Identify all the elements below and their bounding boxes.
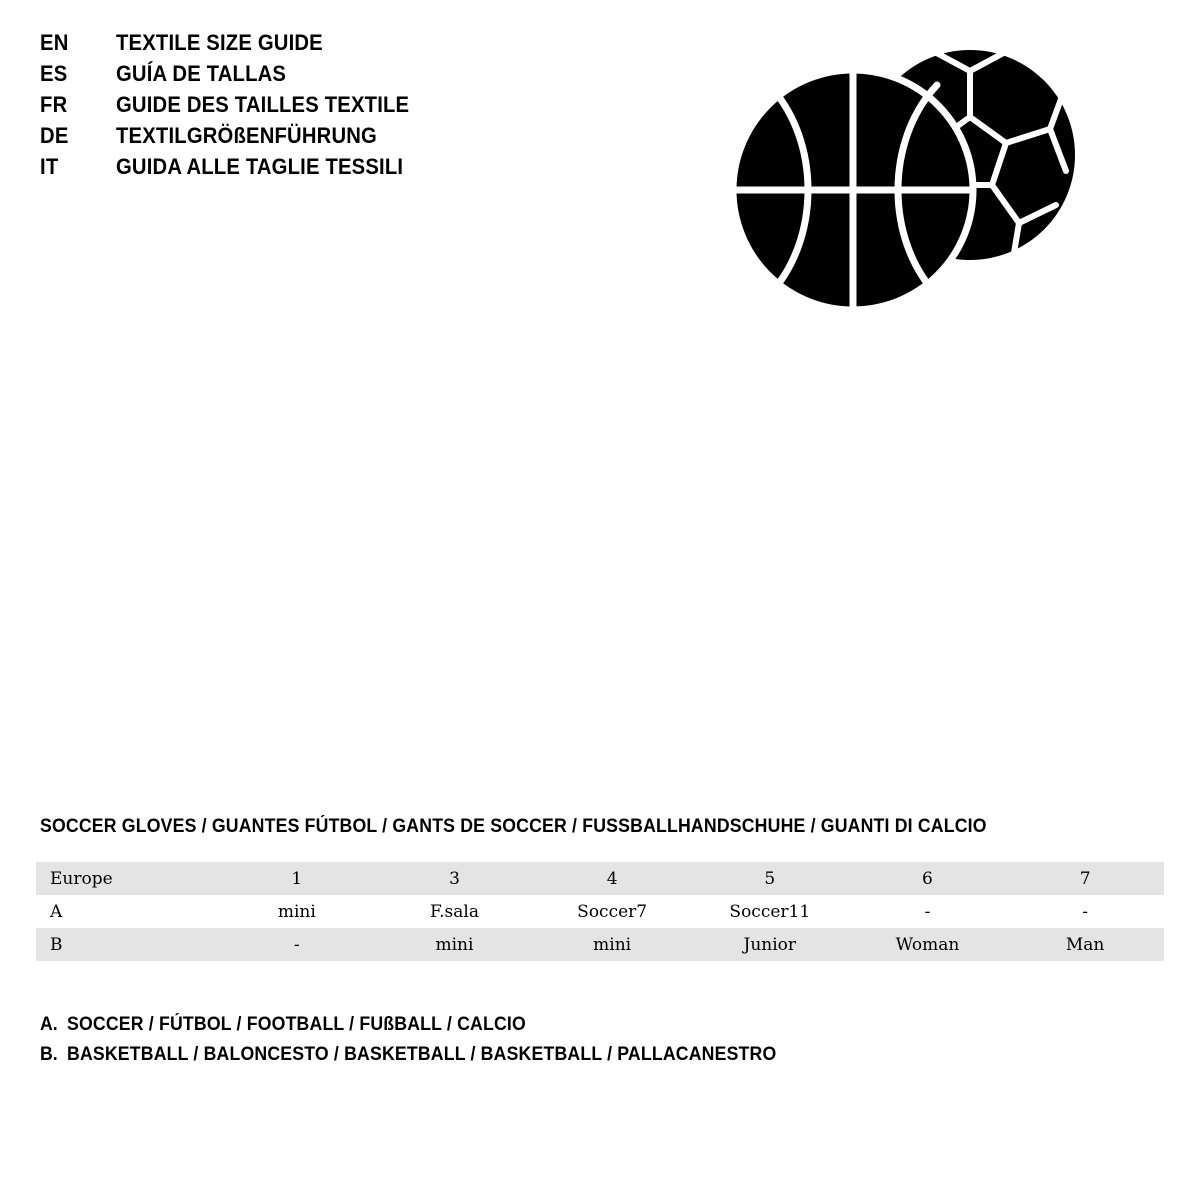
table-header-cell: 5 bbox=[691, 862, 849, 895]
language-title: GUIDA ALLE TAGLIE TESSILI bbox=[116, 154, 404, 179]
soccer-gloves-size-table bbox=[36, 862, 1164, 961]
language-legend bbox=[40, 30, 560, 185]
language-row bbox=[40, 154, 560, 185]
table-cell: Soccer7 bbox=[533, 895, 691, 928]
table-row bbox=[36, 928, 1164, 961]
table-cell: mini bbox=[218, 895, 376, 928]
table-header-cell: Europe bbox=[36, 862, 218, 895]
table-cell: mini bbox=[376, 928, 534, 961]
table-row-label: B bbox=[36, 928, 218, 961]
language-code: DE bbox=[40, 123, 69, 148]
basketball-icon bbox=[733, 70, 973, 310]
table-cell: Soccer11 bbox=[691, 895, 849, 928]
table-cell: - bbox=[1006, 895, 1164, 928]
language-row bbox=[40, 30, 560, 61]
language-row bbox=[40, 61, 560, 92]
table-header-cell: 4 bbox=[533, 862, 691, 895]
language-title: GUIDE DES TAILLES TEXTILE bbox=[116, 92, 410, 117]
language-code: ES bbox=[40, 61, 68, 86]
language-row bbox=[40, 92, 560, 123]
language-row bbox=[40, 123, 560, 154]
language-title: GUÍA DE TALLAS bbox=[116, 61, 287, 86]
table-row bbox=[36, 895, 1164, 928]
footnote-key: B. bbox=[40, 1044, 58, 1065]
footnote-row bbox=[40, 1044, 830, 1074]
footnote-text: SOCCER / FÚTBOL / FOOTBALL / FUßBALL / CALCIO bbox=[67, 1014, 526, 1035]
table-header-cell: 3 bbox=[376, 862, 534, 895]
table-cell: - bbox=[849, 895, 1007, 928]
footnote-text: BASKETBALL / BALONCESTO / BASKETBALL / BASKETBALL / PALLACANESTRO bbox=[67, 1044, 777, 1065]
table-footnotes bbox=[40, 1014, 830, 1074]
table-cell: - bbox=[218, 928, 376, 961]
sports-balls-graphic bbox=[725, 45, 1095, 335]
language-code: FR bbox=[40, 92, 68, 117]
table-header-cell: 7 bbox=[1006, 862, 1164, 895]
table-row-label: A bbox=[36, 895, 218, 928]
table-header-row bbox=[36, 862, 1164, 895]
table-header-cell: 1 bbox=[218, 862, 376, 895]
language-code: IT bbox=[40, 154, 59, 179]
footnote-key: A. bbox=[40, 1014, 58, 1035]
table-header-cell: 6 bbox=[849, 862, 1007, 895]
table-cell: Junior bbox=[691, 928, 849, 961]
footnote-row bbox=[40, 1014, 830, 1044]
language-code: EN bbox=[40, 30, 69, 55]
table-cell: mini bbox=[533, 928, 691, 961]
table-cell: F.sala bbox=[376, 895, 534, 928]
language-title: TEXTILE SIZE GUIDE bbox=[116, 30, 323, 55]
table-cell: Woman bbox=[849, 928, 1007, 961]
table-title: SOCCER GLOVES / GUANTES FÚTBOL / GANTS DE SOCCER / FUSSBALLHANDSCHUHE / GUANTI DI CALCIO bbox=[40, 816, 987, 837]
language-title: TEXTILGRÖßENFÜHRUNG bbox=[116, 123, 377, 148]
table-cell: Man bbox=[1006, 928, 1164, 961]
